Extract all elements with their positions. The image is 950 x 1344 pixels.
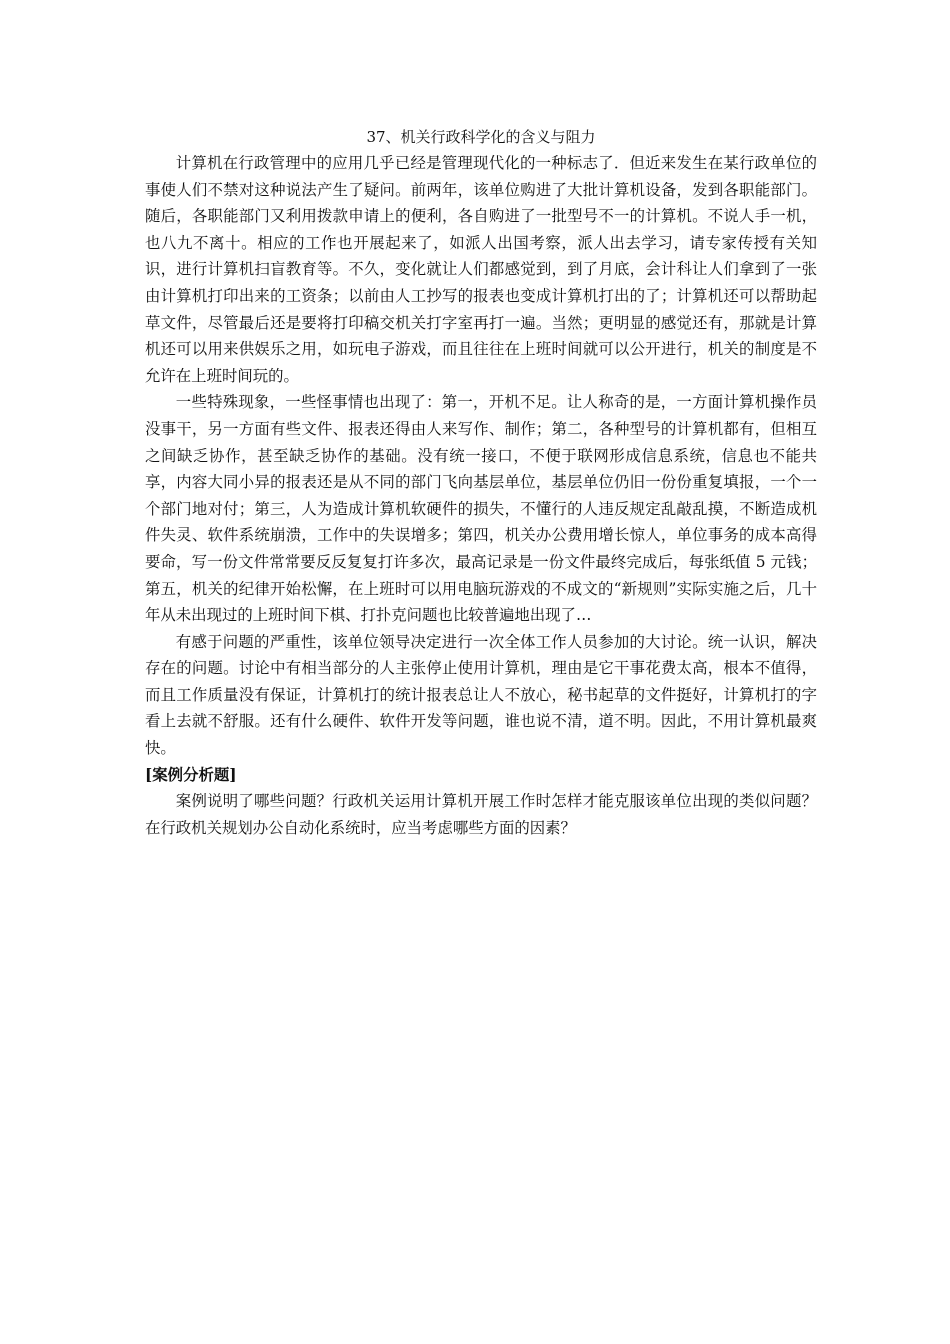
paragraph-1: 计算机在行政管理中的应用几乎已经是管理现代化的一种标志了．但近来发生在某行政单位的事使人们不禁对这种说法产生了疑问。前两年，该单位购进了大批计算机设备，发到各职能部门。随后，各职能部门又利用拨款申请上的便利，各自购进了一批型号不一的计算机。不说人手一机，也八九不离十。相应的工作也开展起来了，如派人出国考察，派人出去学习，请专家传授有关知识，进行计算机扫盲教育等。不久，变化就让人们都感觉到，到了月底，会计科让人们拿到了一张由计算机打印出来的工资条；以前由人工抄写的报表也变成计算机打出的了；计算机还可以帮助起草文件，尽管最后还是要将打印稿交机关打字室再打一遍。当然；更明显的感觉还有，那就是计算机还可以用来供娱乐之用，如玩电子游戏，而且往往在上班时间就可以公开进行，机关的制度是不允许在上班时间玩的。 — [145, 154, 817, 385]
paragraph-2: 一些特殊现象，一些怪事情也出现了：第一，开机不足。让人称奇的是，一方面计算机操作员没事干，另一方面有些文件、报表还得由人来写作、制作；第二，各种型号的计算机都有，但相互之间缺乏协作，甚至缺乏协作的基础。没有统一接口，不便于联网形成信息系统，信息也不能共享，内容大同小异的报表还是从不同的部门飞向基层单位，基层单位仍旧一份份重复填报，一个一个部门地对付；第三，人为造成计算机软硬件的损失，不懂行的人违反规定乱敲乱摸，不断造成机件失灵、软件系统崩溃，工作中的失误增多；第四，机关办公费用增长惊人，单位事务的成本高得要命，写一份文件常常要反反复复打许多次，最高记录是一份文件最终完成后，每张纸值 5 元钱；第五，机关的纪律开始松懈，在上班时可以用电脑玩游戏的不成文的“新规则”实际实施之后，几十年从未出现过的上班时间下棋、打扑克问题也比较普遍地出现了… — [145, 393, 817, 625]
document-title: 37、机关行政科学化的含义与阻力 — [366, 128, 596, 146]
paragraph-3: 有感于问题的严重性，该单位领导决定进行一次全体工作人员参加的大讨论。统一认识，解决存在的问题。讨论中有相当部分的人主张停止使用计算机，理由是它干事花费太高，根本不值得，而且工作质量没有保证，计算机打的统计报表总让人不放心，秘书起草的文件挺好，计算机打的字看上去就不舒服。还有什么硬件、软件开发等问题，谁也说不清，道不明。因此，不用计算机最爽快。 — [145, 632, 817, 758]
question-paragraph: 案例说明了哪些问题？行政机关运用计算机开展工作时怎样才能克服该单位出现的类似问题？在行政机关规划办公自动化系统时，应当考虑哪些方面的因素？ — [145, 792, 817, 837]
section-heading: [案例分析题] — [145, 765, 237, 784]
document-page — [145, 124, 817, 841]
